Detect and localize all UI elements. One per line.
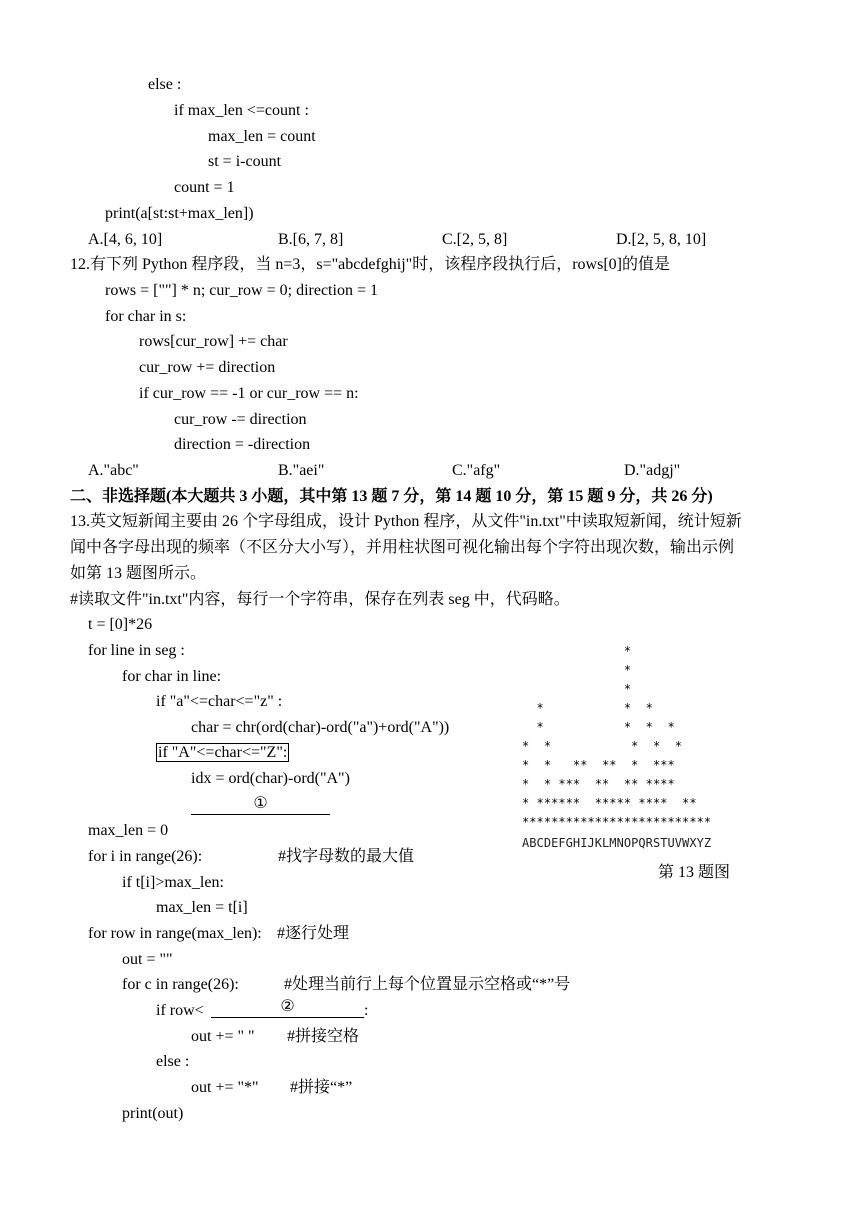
code-line: if cur_row == -1 or cur_row == n: — [139, 385, 359, 402]
code-comment: #找字母数的最大值 — [278, 848, 415, 865]
histogram-row: * ****** ***** **** ** — [522, 796, 697, 810]
code-line: else : — [148, 76, 182, 93]
code-line: for char in line: — [122, 668, 222, 685]
code-comment: #拼接“*” — [290, 1079, 353, 1096]
histogram-row: * * * * — [522, 720, 675, 734]
histogram-axis-labels: ABCDEFGHIJKLMNOPQRSTUVWXYZ — [522, 836, 712, 850]
code-line: for i in range(26): — [88, 848, 203, 865]
code-line: direction = -direction — [174, 436, 311, 453]
code-line: for char in s: — [105, 308, 187, 325]
code-line: idx = ord(char)-ord("A") — [191, 770, 350, 787]
code-line: for row in range(max_len): — [88, 925, 262, 942]
question-13-line: 如第 13 题图所示。 — [70, 565, 207, 582]
question-13-line: 13.英文短新闻主要由 26 个字母组成，设计 Python 程序，从文件"in.txt"中读取短新闻，统计短新 — [70, 513, 742, 530]
option-b: B."aei" — [278, 462, 325, 479]
code-line: max_len = 0 — [88, 822, 169, 839]
histogram-row: * * * * * — [522, 739, 683, 753]
code-line: print(out) — [122, 1105, 184, 1122]
code-line: for line in seg : — [88, 642, 185, 659]
code-line: rows = [""] * n; cur_row = 0; direction = 1 — [105, 282, 378, 299]
code-line: cur_row -= direction — [174, 411, 307, 428]
code-line: if row< — [156, 1002, 204, 1019]
option-d: D."adgj" — [624, 462, 681, 479]
code-line: if max_len <=count : — [174, 102, 309, 119]
code-line: for c in range(26): — [122, 976, 239, 993]
histogram-row: * * *** ** ** **** — [522, 777, 675, 791]
code-line: out = "" — [122, 951, 173, 968]
code-comment: #拼接空格 — [287, 1028, 360, 1045]
histogram-row: * * * — [522, 701, 653, 715]
code-line: if t[i]>max_len: — [122, 874, 224, 891]
question-12: 12.有下列 Python 程序段，当 n=3，s="abcdefghij"时，该程序段执行后，rows[0]的值是 — [70, 256, 670, 273]
code-comment: #读取文件"in.txt"内容，每行一个字符串，保存在列表 seg 中，代码略。 — [70, 591, 570, 608]
code-line: out += "*" — [191, 1079, 259, 1096]
code-line: t = [0]*26 — [88, 616, 153, 633]
blank-2: ② — [211, 997, 364, 1018]
figure-caption: 第 13 题图 — [658, 864, 731, 881]
option-c: C.[2, 5, 8] — [442, 231, 508, 248]
code-line: else : — [156, 1053, 190, 1070]
histogram-row: * — [522, 644, 632, 658]
option-c: C."afg" — [452, 462, 501, 479]
histogram-row: * * ** ** * *** — [522, 758, 675, 772]
code-line: cur_row += direction — [139, 359, 276, 376]
option-a: A.[4, 6, 10] — [88, 231, 163, 248]
histogram-row: * — [522, 682, 632, 696]
question-13-line: 闻中各字母出现的频率（不区分大小写），并用柱状图可视化输出每个字符出现次数，输出示例 — [70, 539, 735, 556]
code-line: count = 1 — [174, 179, 235, 196]
code-line: if "a"<=char<="z" : — [156, 693, 283, 710]
code-line: out += " " — [191, 1028, 255, 1045]
code-line: max_len = t[i] — [156, 899, 248, 916]
histogram-row: * — [522, 663, 632, 677]
histogram-row: ************************** — [522, 815, 712, 829]
option-b: B.[6, 7, 8] — [278, 231, 344, 248]
blank-1: ① — [191, 794, 330, 815]
code-line-boxed — [156, 743, 289, 763]
code-line: st = i-count — [208, 153, 282, 170]
code-line: rows[cur_row] += char — [139, 333, 288, 350]
code-comment: #处理当前行上每个位置显示空格或“*”号 — [284, 976, 571, 993]
option-d: D.[2, 5, 8, 10] — [616, 231, 707, 248]
code-line: : — [364, 1002, 369, 1019]
boxed-condition: if "A"<=char<="Z": — [158, 744, 288, 761]
code-comment: #逐行处理 — [277, 925, 350, 942]
code-line: char = chr(ord(char)-ord("a")+ord("A")) — [191, 719, 450, 736]
section-heading: 二、非选择题(本大题共 3 小题，其中第 13 题 7 分，第 14 题 10 分，第 15 题 9 分，共 26 分) — [70, 488, 713, 505]
option-a: A."abc" — [88, 462, 139, 479]
code-line: print(a[st:st+max_len]) — [105, 205, 254, 222]
code-line: max_len = count — [208, 128, 316, 145]
